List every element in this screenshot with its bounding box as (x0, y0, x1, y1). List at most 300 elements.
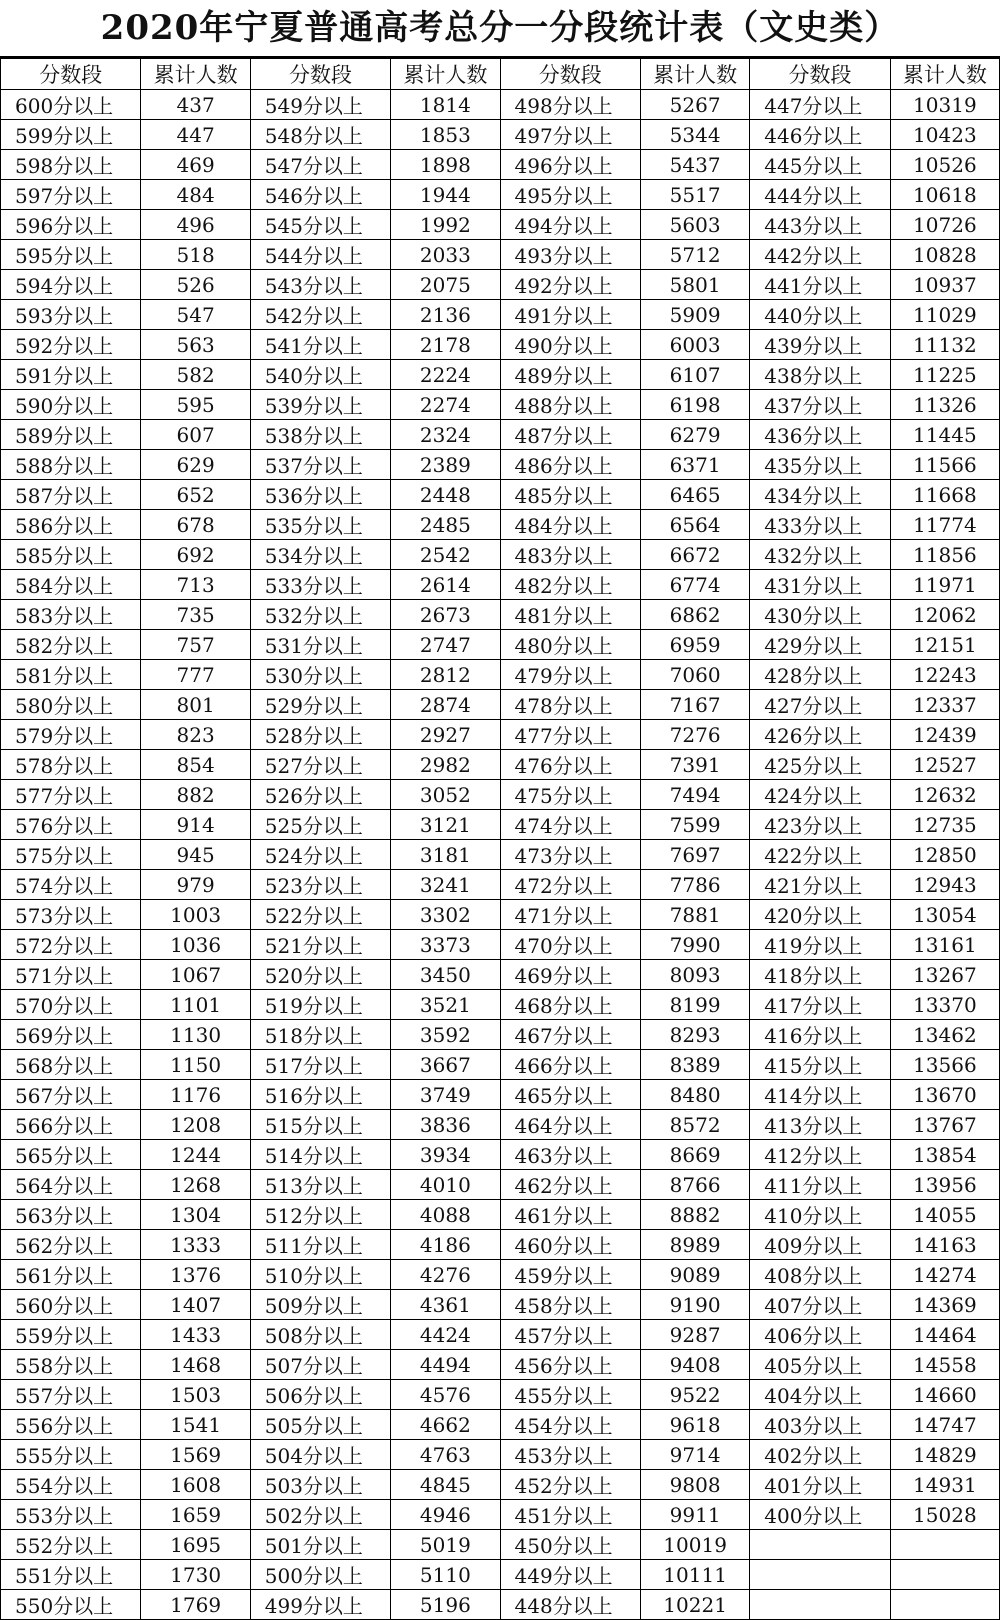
count-cell: 563 (141, 330, 250, 360)
count-cell: 447 (141, 120, 250, 150)
count-cell: 14558 (890, 1350, 999, 1380)
segment-cell: 572分以上 (1, 930, 141, 960)
segment-cell: 579分以上 (1, 720, 141, 750)
count-cell: 1944 (391, 180, 500, 210)
count-cell: 7167 (640, 690, 749, 720)
count-cell: 9408 (640, 1350, 749, 1380)
count-cell: 13670 (890, 1080, 999, 1110)
count-cell: 5517 (640, 180, 749, 210)
count-cell: 2673 (391, 600, 500, 630)
count-cell: 1730 (141, 1560, 250, 1590)
count-cell: 882 (141, 780, 250, 810)
header-segment: 分数段 (250, 59, 390, 90)
table-row (1, 1560, 1000, 1590)
segment-cell: 554分以上 (1, 1470, 141, 1500)
count-cell: 12243 (890, 660, 999, 690)
count-cell: 2178 (391, 330, 500, 360)
segment-cell: 549分以上 (250, 90, 390, 120)
segment-cell: 512分以上 (250, 1200, 390, 1230)
segment-cell: 412分以上 (750, 1140, 890, 1170)
segment-cell: 593分以上 (1, 300, 141, 330)
count-cell: 10423 (890, 120, 999, 150)
segment-cell: 486分以上 (500, 450, 640, 480)
segment-cell: 481分以上 (500, 600, 640, 630)
segment-cell: 597分以上 (1, 180, 141, 210)
segment-cell: 501分以上 (250, 1530, 390, 1560)
count-cell: 1541 (141, 1410, 250, 1440)
segment-cell: 542分以上 (250, 300, 390, 330)
segment-cell: 599分以上 (1, 120, 141, 150)
segment-cell: 413分以上 (750, 1110, 890, 1140)
segment-cell: 503分以上 (250, 1470, 390, 1500)
segment-cell: 535分以上 (250, 510, 390, 540)
segment-cell: 508分以上 (250, 1320, 390, 1350)
count-cell: 14274 (890, 1260, 999, 1290)
count-cell: 11668 (890, 480, 999, 510)
segment-cell: 573分以上 (1, 900, 141, 930)
count-cell: 13462 (890, 1020, 999, 1050)
count-cell: 1333 (141, 1230, 250, 1260)
table-row (1, 1590, 1000, 1620)
segment-cell: 493分以上 (500, 240, 640, 270)
segment-cell: 453分以上 (500, 1440, 640, 1470)
segment-cell: 523分以上 (250, 870, 390, 900)
segment-cell: 476分以上 (500, 750, 640, 780)
header-segment: 分数段 (500, 59, 640, 90)
count-cell: 6107 (640, 360, 749, 390)
segment-cell: 401分以上 (750, 1470, 890, 1500)
table-row (1, 510, 1000, 540)
count-cell: 7276 (640, 720, 749, 750)
segment-cell: 560分以上 (1, 1290, 141, 1320)
count-cell: 2389 (391, 450, 500, 480)
count-cell: 7990 (640, 930, 749, 960)
segment-cell: 563分以上 (1, 1200, 141, 1230)
count-cell: 14055 (890, 1200, 999, 1230)
count-cell: 854 (141, 750, 250, 780)
count-cell: 5110 (391, 1560, 500, 1590)
segment-cell: 480分以上 (500, 630, 640, 660)
count-cell: 5603 (640, 210, 749, 240)
table-row (1, 480, 1000, 510)
count-cell: 1659 (141, 1500, 250, 1530)
segment-cell: 435分以上 (750, 450, 890, 480)
count-cell: 1150 (141, 1050, 250, 1080)
segment-cell: 546分以上 (250, 180, 390, 210)
segment-cell: 411分以上 (750, 1170, 890, 1200)
count-cell: 1992 (391, 210, 500, 240)
segment-cell: 440分以上 (750, 300, 890, 330)
segment-cell: 583分以上 (1, 600, 141, 630)
segment-cell: 482分以上 (500, 570, 640, 600)
segment-cell: 407分以上 (750, 1290, 890, 1320)
table-row (1, 1290, 1000, 1320)
segment-cell: 568分以上 (1, 1050, 141, 1080)
count-cell: 2927 (391, 720, 500, 750)
count-cell: 10319 (890, 90, 999, 120)
segment-cell: 500分以上 (250, 1560, 390, 1590)
count-cell: 2448 (391, 480, 500, 510)
segment-cell: 516分以上 (250, 1080, 390, 1110)
count-cell: 4662 (391, 1410, 500, 1440)
segment-cell: 445分以上 (750, 150, 890, 180)
table-row (1, 1500, 1000, 1530)
count-cell: 3836 (391, 1110, 500, 1140)
count-cell: 1503 (141, 1380, 250, 1410)
segment-cell (750, 1560, 890, 1590)
segment-cell: 504分以上 (250, 1440, 390, 1470)
segment-cell: 513分以上 (250, 1170, 390, 1200)
segment-cell: 561分以上 (1, 1260, 141, 1290)
segment-cell: 419分以上 (750, 930, 890, 960)
count-cell: 2614 (391, 570, 500, 600)
count-cell: 13267 (890, 960, 999, 990)
table-row (1, 660, 1000, 690)
count-cell: 11445 (890, 420, 999, 450)
segment-cell: 505分以上 (250, 1410, 390, 1440)
count-cell: 2136 (391, 300, 500, 330)
count-cell: 12632 (890, 780, 999, 810)
count-cell: 8093 (640, 960, 749, 990)
count-cell: 1468 (141, 1350, 250, 1380)
segment-cell: 580分以上 (1, 690, 141, 720)
count-cell: 8766 (640, 1170, 749, 1200)
header-count: 累计人数 (141, 59, 250, 90)
count-cell: 757 (141, 630, 250, 660)
count-cell: 1569 (141, 1440, 250, 1470)
count-cell: 12735 (890, 810, 999, 840)
count-cell: 12850 (890, 840, 999, 870)
table-row (1, 840, 1000, 870)
count-cell: 15028 (890, 1500, 999, 1530)
segment-cell: 587分以上 (1, 480, 141, 510)
count-cell: 10618 (890, 180, 999, 210)
segment-cell: 441分以上 (750, 270, 890, 300)
table-row (1, 1050, 1000, 1080)
count-cell: 5712 (640, 240, 749, 270)
segment-cell: 584分以上 (1, 570, 141, 600)
segment-cell: 465分以上 (500, 1080, 640, 1110)
segment-cell: 518分以上 (250, 1020, 390, 1050)
segment-cell: 548分以上 (250, 120, 390, 150)
count-cell: 8199 (640, 990, 749, 1020)
segment-cell: 402分以上 (750, 1440, 890, 1470)
segment-cell: 432分以上 (750, 540, 890, 570)
count-cell (890, 1590, 999, 1620)
count-cell: 5801 (640, 270, 749, 300)
count-cell: 4186 (391, 1230, 500, 1260)
segment-cell: 408分以上 (750, 1260, 890, 1290)
count-cell: 6198 (640, 390, 749, 420)
count-cell: 1244 (141, 1140, 250, 1170)
segment-cell: 526分以上 (250, 780, 390, 810)
table-row (1, 90, 1000, 120)
segment-cell: 525分以上 (250, 810, 390, 840)
segment-cell: 461分以上 (500, 1200, 640, 1230)
count-cell: 10726 (890, 210, 999, 240)
table-row (1, 960, 1000, 990)
segment-cell: 509分以上 (250, 1290, 390, 1320)
segment-cell: 473分以上 (500, 840, 640, 870)
count-cell: 2033 (391, 240, 500, 270)
count-cell: 1407 (141, 1290, 250, 1320)
count-cell: 6371 (640, 450, 749, 480)
segment-cell: 540分以上 (250, 360, 390, 390)
segment-cell: 536分以上 (250, 480, 390, 510)
count-cell: 1067 (141, 960, 250, 990)
segment-cell: 541分以上 (250, 330, 390, 360)
count-cell: 9714 (640, 1440, 749, 1470)
segment-cell: 517分以上 (250, 1050, 390, 1080)
segment-cell: 406分以上 (750, 1320, 890, 1350)
count-cell: 2812 (391, 660, 500, 690)
count-cell: 4576 (391, 1380, 500, 1410)
count-cell: 735 (141, 600, 250, 630)
table-row (1, 1320, 1000, 1350)
count-cell: 10526 (890, 150, 999, 180)
count-cell: 11029 (890, 300, 999, 330)
segment-cell: 577分以上 (1, 780, 141, 810)
table-row (1, 1200, 1000, 1230)
segment-cell: 507分以上 (250, 1350, 390, 1380)
segment-cell: 591分以上 (1, 360, 141, 390)
count-cell: 11566 (890, 450, 999, 480)
segment-cell: 479分以上 (500, 660, 640, 690)
table-row (1, 540, 1000, 570)
count-cell: 6279 (640, 420, 749, 450)
count-cell: 14747 (890, 1410, 999, 1440)
table-row (1, 1230, 1000, 1260)
count-cell: 14369 (890, 1290, 999, 1320)
count-cell: 4088 (391, 1200, 500, 1230)
count-cell: 607 (141, 420, 250, 450)
count-cell: 3592 (391, 1020, 500, 1050)
count-cell: 14660 (890, 1380, 999, 1410)
header-count: 累计人数 (890, 59, 999, 90)
count-cell: 4361 (391, 1290, 500, 1320)
segment-cell: 449分以上 (500, 1560, 640, 1590)
segment-cell: 530分以上 (250, 660, 390, 690)
count-cell: 1695 (141, 1530, 250, 1560)
count-cell: 6564 (640, 510, 749, 540)
count-cell: 1130 (141, 1020, 250, 1050)
segment-cell: 569分以上 (1, 1020, 141, 1050)
count-cell: 4494 (391, 1350, 500, 1380)
segment-cell: 426分以上 (750, 720, 890, 750)
segment-cell: 418分以上 (750, 960, 890, 990)
count-cell: 9618 (640, 1410, 749, 1440)
table-row (1, 150, 1000, 180)
segment-cell: 491分以上 (500, 300, 640, 330)
segment-cell: 538分以上 (250, 420, 390, 450)
count-cell: 5019 (391, 1530, 500, 1560)
count-cell: 9522 (640, 1380, 749, 1410)
segment-cell: 405分以上 (750, 1350, 890, 1380)
segment-cell: 502分以上 (250, 1500, 390, 1530)
count-cell: 12151 (890, 630, 999, 660)
count-cell: 7697 (640, 840, 749, 870)
segment-cell: 421分以上 (750, 870, 890, 900)
count-cell: 484 (141, 180, 250, 210)
count-cell: 437 (141, 90, 250, 120)
count-cell: 3121 (391, 810, 500, 840)
count-cell: 1769 (141, 1590, 250, 1620)
segment-cell: 582分以上 (1, 630, 141, 660)
segment-cell: 558分以上 (1, 1350, 141, 1380)
count-cell: 1898 (391, 150, 500, 180)
segment-cell: 537分以上 (250, 450, 390, 480)
count-cell: 8480 (640, 1080, 749, 1110)
count-cell: 11856 (890, 540, 999, 570)
count-cell: 10019 (640, 1530, 749, 1560)
count-cell: 6774 (640, 570, 749, 600)
count-cell: 823 (141, 720, 250, 750)
segment-cell: 585分以上 (1, 540, 141, 570)
segment-cell: 485分以上 (500, 480, 640, 510)
segment-cell: 422分以上 (750, 840, 890, 870)
segment-cell: 529分以上 (250, 690, 390, 720)
count-cell: 11132 (890, 330, 999, 360)
segment-cell: 598分以上 (1, 150, 141, 180)
count-cell: 7786 (640, 870, 749, 900)
count-cell: 469 (141, 150, 250, 180)
count-cell: 6672 (640, 540, 749, 570)
segment-cell: 400分以上 (750, 1500, 890, 1530)
table-row (1, 1350, 1000, 1380)
header-row (1, 59, 1000, 90)
segment-cell: 414分以上 (750, 1080, 890, 1110)
segment-cell: 566分以上 (1, 1110, 141, 1140)
segment-cell: 550分以上 (1, 1590, 141, 1620)
segment-cell: 459分以上 (500, 1260, 640, 1290)
count-cell: 945 (141, 840, 250, 870)
count-cell: 5267 (640, 90, 749, 120)
segment-cell: 495分以上 (500, 180, 640, 210)
count-cell: 678 (141, 510, 250, 540)
count-cell: 14163 (890, 1230, 999, 1260)
segment-cell: 578分以上 (1, 750, 141, 780)
segment-cell: 437分以上 (750, 390, 890, 420)
segment-cell: 455分以上 (500, 1380, 640, 1410)
segment-cell: 448分以上 (500, 1590, 640, 1620)
table-row (1, 240, 1000, 270)
segment-cell: 446分以上 (750, 120, 890, 150)
segment-cell: 460分以上 (500, 1230, 640, 1260)
segment-cell: 596分以上 (1, 210, 141, 240)
segment-cell: 570分以上 (1, 990, 141, 1020)
segment-cell: 510分以上 (250, 1260, 390, 1290)
segment-cell: 567分以上 (1, 1080, 141, 1110)
count-cell: 914 (141, 810, 250, 840)
segment-cell: 595分以上 (1, 240, 141, 270)
count-cell: 3181 (391, 840, 500, 870)
segment-cell: 589分以上 (1, 420, 141, 450)
count-cell: 652 (141, 480, 250, 510)
count-cell: 3749 (391, 1080, 500, 1110)
count-cell: 1036 (141, 930, 250, 960)
segment-cell: 559分以上 (1, 1320, 141, 1350)
segment-cell: 470分以上 (500, 930, 640, 960)
count-cell: 4946 (391, 1500, 500, 1530)
segment-cell: 477分以上 (500, 720, 640, 750)
segment-cell: 443分以上 (750, 210, 890, 240)
header-count: 累计人数 (640, 59, 749, 90)
table-row (1, 1410, 1000, 1440)
segment-cell: 527分以上 (250, 750, 390, 780)
segment-cell: 494分以上 (500, 210, 640, 240)
segment-cell: 424分以上 (750, 780, 890, 810)
count-cell: 10937 (890, 270, 999, 300)
table-row (1, 1470, 1000, 1500)
count-cell: 9808 (640, 1470, 749, 1500)
count-cell (890, 1530, 999, 1560)
table-row (1, 420, 1000, 450)
segment-cell: 531分以上 (250, 630, 390, 660)
count-cell: 12943 (890, 870, 999, 900)
table-row (1, 1170, 1000, 1200)
segment-cell: 588分以上 (1, 450, 141, 480)
count-cell: 1376 (141, 1260, 250, 1290)
table-row (1, 570, 1000, 600)
count-cell: 9911 (640, 1500, 749, 1530)
count-cell: 3241 (391, 870, 500, 900)
table-header (1, 59, 1000, 90)
table-row (1, 1440, 1000, 1470)
count-cell: 5437 (640, 150, 749, 180)
segment-cell: 428分以上 (750, 660, 890, 690)
count-cell: 7599 (640, 810, 749, 840)
count-cell: 11326 (890, 390, 999, 420)
count-cell: 13767 (890, 1110, 999, 1140)
table-body (1, 90, 1000, 1620)
count-cell: 3667 (391, 1050, 500, 1080)
count-cell: 1268 (141, 1170, 250, 1200)
count-cell: 595 (141, 390, 250, 420)
segment-cell: 458分以上 (500, 1290, 640, 1320)
count-cell: 5909 (640, 300, 749, 330)
count-cell: 1208 (141, 1110, 250, 1140)
count-cell: 3373 (391, 930, 500, 960)
count-cell: 10221 (640, 1590, 749, 1620)
count-cell: 14829 (890, 1440, 999, 1470)
segment-cell: 590分以上 (1, 390, 141, 420)
segment-cell: 544分以上 (250, 240, 390, 270)
segment-cell (750, 1530, 890, 1560)
count-cell: 801 (141, 690, 250, 720)
segment-cell: 403分以上 (750, 1410, 890, 1440)
header-segment: 分数段 (1, 59, 141, 90)
count-cell: 582 (141, 360, 250, 390)
count-cell: 2874 (391, 690, 500, 720)
count-cell: 496 (141, 210, 250, 240)
segment-cell: 409分以上 (750, 1230, 890, 1260)
count-cell: 3302 (391, 900, 500, 930)
segment-cell: 492分以上 (500, 270, 640, 300)
count-cell: 8989 (640, 1230, 749, 1260)
count-cell: 4276 (391, 1260, 500, 1290)
segment-cell: 451分以上 (500, 1500, 640, 1530)
count-cell: 13054 (890, 900, 999, 930)
segment-cell: 498分以上 (500, 90, 640, 120)
segment-cell: 450分以上 (500, 1530, 640, 1560)
segment-cell: 539分以上 (250, 390, 390, 420)
segment-cell: 478分以上 (500, 690, 640, 720)
segment-cell: 553分以上 (1, 1500, 141, 1530)
segment-cell: 532分以上 (250, 600, 390, 630)
count-cell: 7060 (640, 660, 749, 690)
segment-cell: 557分以上 (1, 1380, 141, 1410)
segment-cell: 469分以上 (500, 960, 640, 990)
